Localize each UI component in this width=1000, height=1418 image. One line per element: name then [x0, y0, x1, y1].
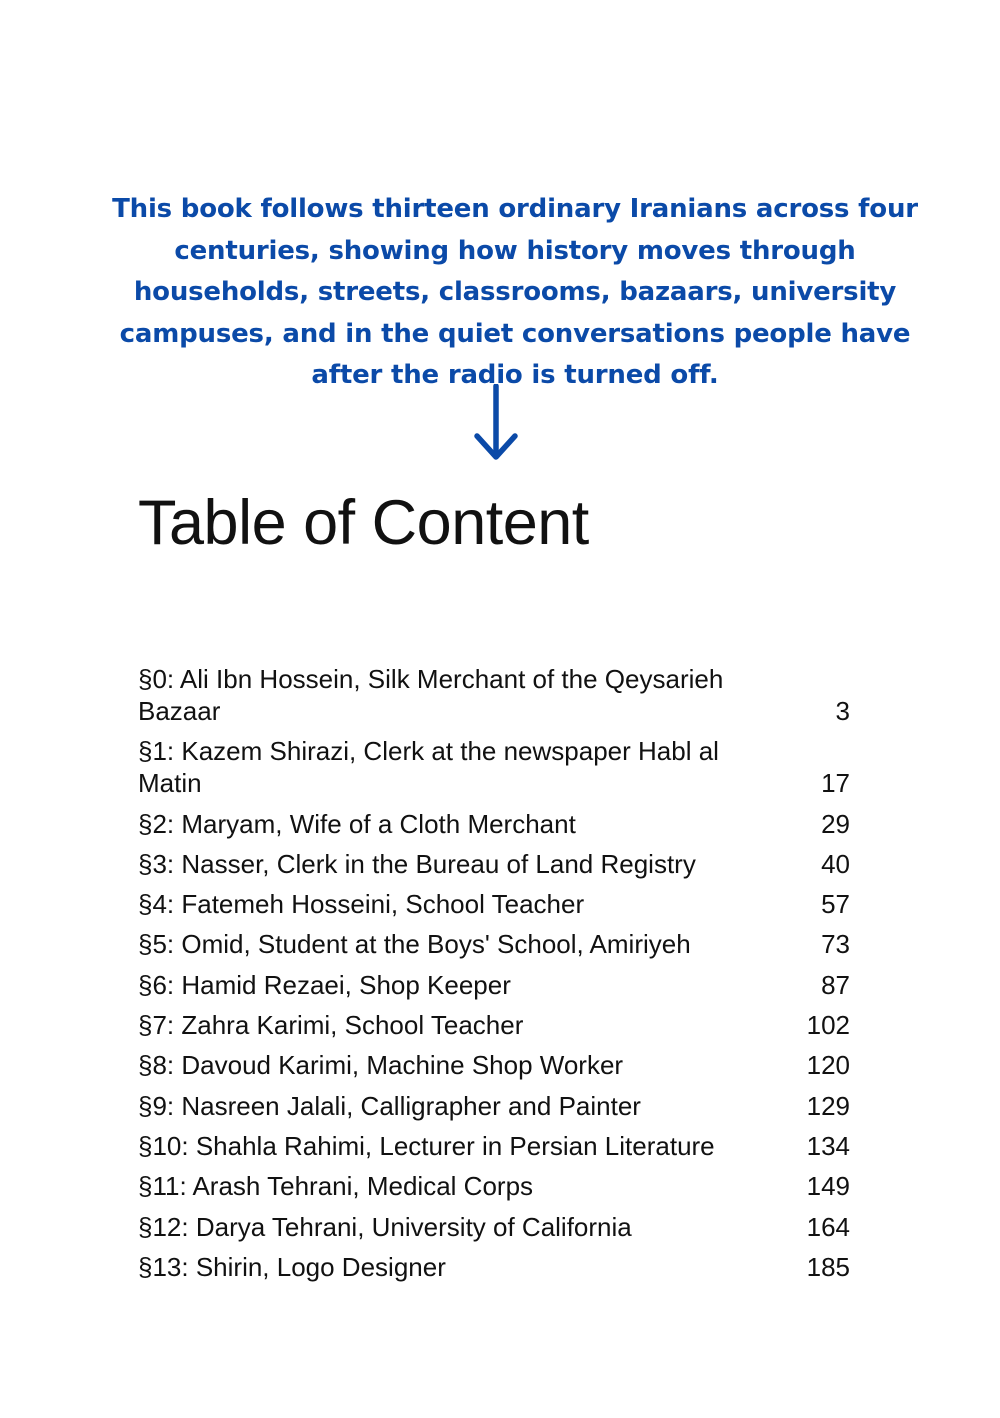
toc-entry[interactable] — [138, 848, 850, 880]
toc-entry-title: §6: Hamid Rezaei, Shop Keeper — [138, 969, 511, 1000]
arrow-down-icon — [473, 384, 519, 462]
toc-entry[interactable] — [138, 1090, 850, 1122]
toc-entry-title: §3: Nasser, Clerk in the Bureau of Land Registry — [138, 848, 696, 879]
toc-entry[interactable] — [138, 1049, 850, 1081]
toc-entry-title: §5: Omid, Student at the Boys' School, Amiriyeh — [138, 929, 691, 960]
toc-entry[interactable] — [138, 808, 850, 840]
toc-entry-page: 57 — [821, 889, 850, 920]
toc-entry-title: §4: Fatemeh Hosseini, School Teacher — [138, 889, 585, 920]
toc-entry-page: 29 — [821, 808, 850, 839]
toc-entry[interactable] — [138, 1170, 850, 1202]
toc-entry[interactable] — [138, 888, 850, 920]
toc-entry[interactable] — [138, 1251, 850, 1283]
toc-entry-title: §12: Darya Tehrani, University of California — [138, 1211, 632, 1242]
toc-entry-title: §0: Ali Ibn Hossein, Silk Merchant of the Qeysarieh Bazaar — [138, 664, 724, 726]
toc-entry[interactable] — [138, 928, 850, 960]
toc-entry[interactable] — [138, 1130, 850, 1162]
toc-entry-title: §7: Zahra Karimi, School Teacher — [138, 1010, 524, 1041]
intro-blurb: This book follows thirteen ordinary Iranians across four centuries, showing how history moves through households, streets, classrooms, bazaars, university campuses, and in the quiet conversations people have after the radio is turned off. — [112, 194, 918, 390]
toc-entry-page: 3 — [835, 696, 850, 726]
toc-entry[interactable] — [138, 969, 850, 1001]
toc-entry-page: 40 — [821, 848, 850, 879]
toc-entry-title: §11: Arash Tehrani, Medical Corps — [138, 1171, 534, 1202]
toc-entry[interactable] — [138, 663, 850, 727]
toc-entry-title: §2: Maryam, Wife of a Cloth Merchant — [138, 808, 576, 839]
toc-entry-page: 129 — [806, 1090, 850, 1121]
toc-entry-title: §1: Kazem Shirazi, Clerk at the newspaper Habl al Matin — [138, 736, 719, 799]
toc-entry-page: 17 — [821, 768, 850, 799]
toc-entry-title: §9: Nasreen Jalali, Calligrapher and Painter — [138, 1090, 641, 1121]
toc-entry-title: §13: Shirin, Logo Designer — [138, 1251, 446, 1282]
toc-entry[interactable] — [138, 735, 850, 799]
toc-entry-page: 149 — [806, 1171, 850, 1202]
toc-entry[interactable] — [138, 1009, 850, 1041]
toc-entry-page: 87 — [821, 969, 850, 1000]
toc-entry-title: §10: Shahla Rahimi, Lecturer in Persian Literature — [138, 1130, 715, 1161]
toc-entry-page: 120 — [806, 1050, 850, 1081]
toc-entry-page: 185 — [806, 1251, 850, 1282]
toc-entry-page: 102 — [806, 1010, 850, 1041]
toc-entry-page: 134 — [806, 1130, 850, 1161]
toc-entry-page: 73 — [821, 929, 850, 960]
toc-entry-page: 164 — [806, 1211, 850, 1242]
toc-entry[interactable] — [138, 1211, 850, 1243]
toc-title: Table of Content — [138, 488, 589, 558]
toc-list — [138, 663, 850, 1291]
toc-entry-title: §8: Davoud Karimi, Machine Shop Worker — [138, 1050, 624, 1081]
